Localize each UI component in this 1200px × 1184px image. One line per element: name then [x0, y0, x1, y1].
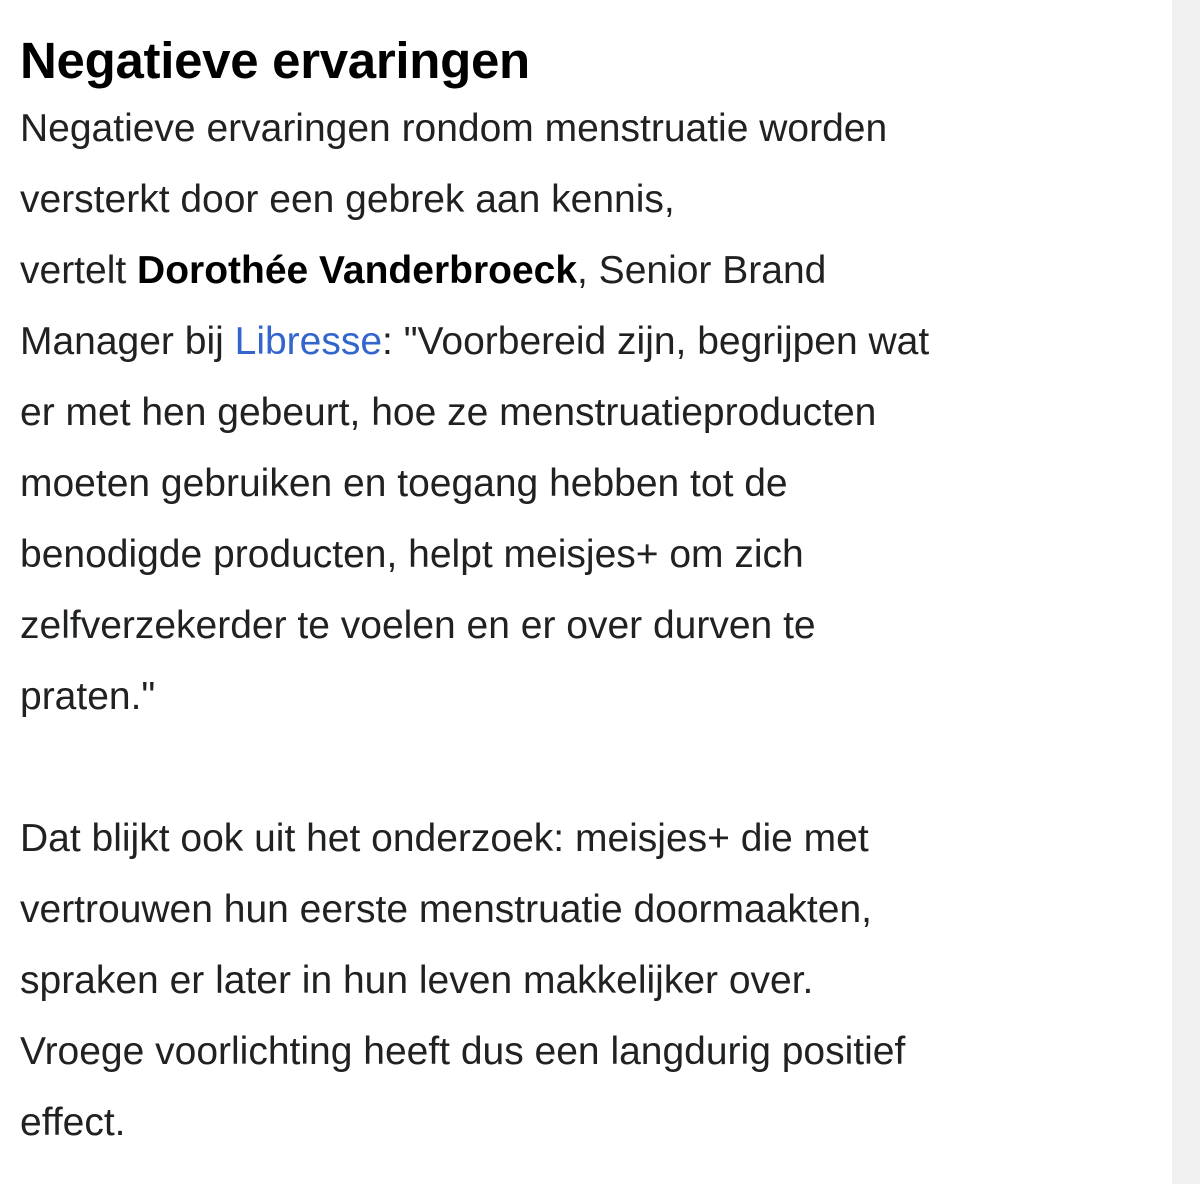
text-line: moeten gebruiken en toegang hebben tot de: [20, 462, 788, 505]
text-line: zelfverzekerder te voelen en er over durven te: [20, 604, 816, 647]
text-line: versterkt door een gebrek aan kennis,: [20, 178, 675, 221]
text-line: Vroege voorlichting heeft dus een langdurig positief: [20, 1030, 906, 1073]
text-fragment: Manager bij: [20, 320, 235, 363]
paragraph-spacer: [20, 732, 1172, 803]
text-line: vertrouwen hun eerste menstruatie doormaakten,: [20, 888, 872, 931]
text-fragment: vertelt: [20, 249, 138, 292]
text-line: Negatieve ervaringen rondom menstruatie worden: [20, 107, 888, 150]
text-line: praten.": [20, 675, 156, 718]
text-line: er met hen gebeurt, hoe ze menstruatieproducten: [20, 391, 877, 434]
page-side-gutter: [1172, 0, 1200, 1184]
text-fragment: : "Voorbereid zijn, begrijpen wat: [382, 320, 930, 363]
paragraph-quote: [20, 93, 1172, 732]
text-line: [20, 306, 1172, 377]
paragraph-research: [20, 803, 1172, 1158]
person-name: Dorothée Vanderbroeck: [137, 249, 578, 292]
libresse-link[interactable]: Libresse: [234, 320, 383, 363]
text-line: effect.: [20, 1101, 126, 1144]
text-line: [20, 235, 1172, 306]
section-heading: Negatieve ervaringen: [20, 32, 530, 89]
text-line: benodigde producten, helpt meisjes+ om zich: [20, 533, 804, 576]
text-line: Dat blijkt ook uit het onderzoek: meisjes+ die met: [20, 817, 869, 860]
text-line: spraken er later in hun leven makkelijker over.: [20, 959, 814, 1002]
text-fragment: , Senior Brand: [577, 249, 827, 292]
